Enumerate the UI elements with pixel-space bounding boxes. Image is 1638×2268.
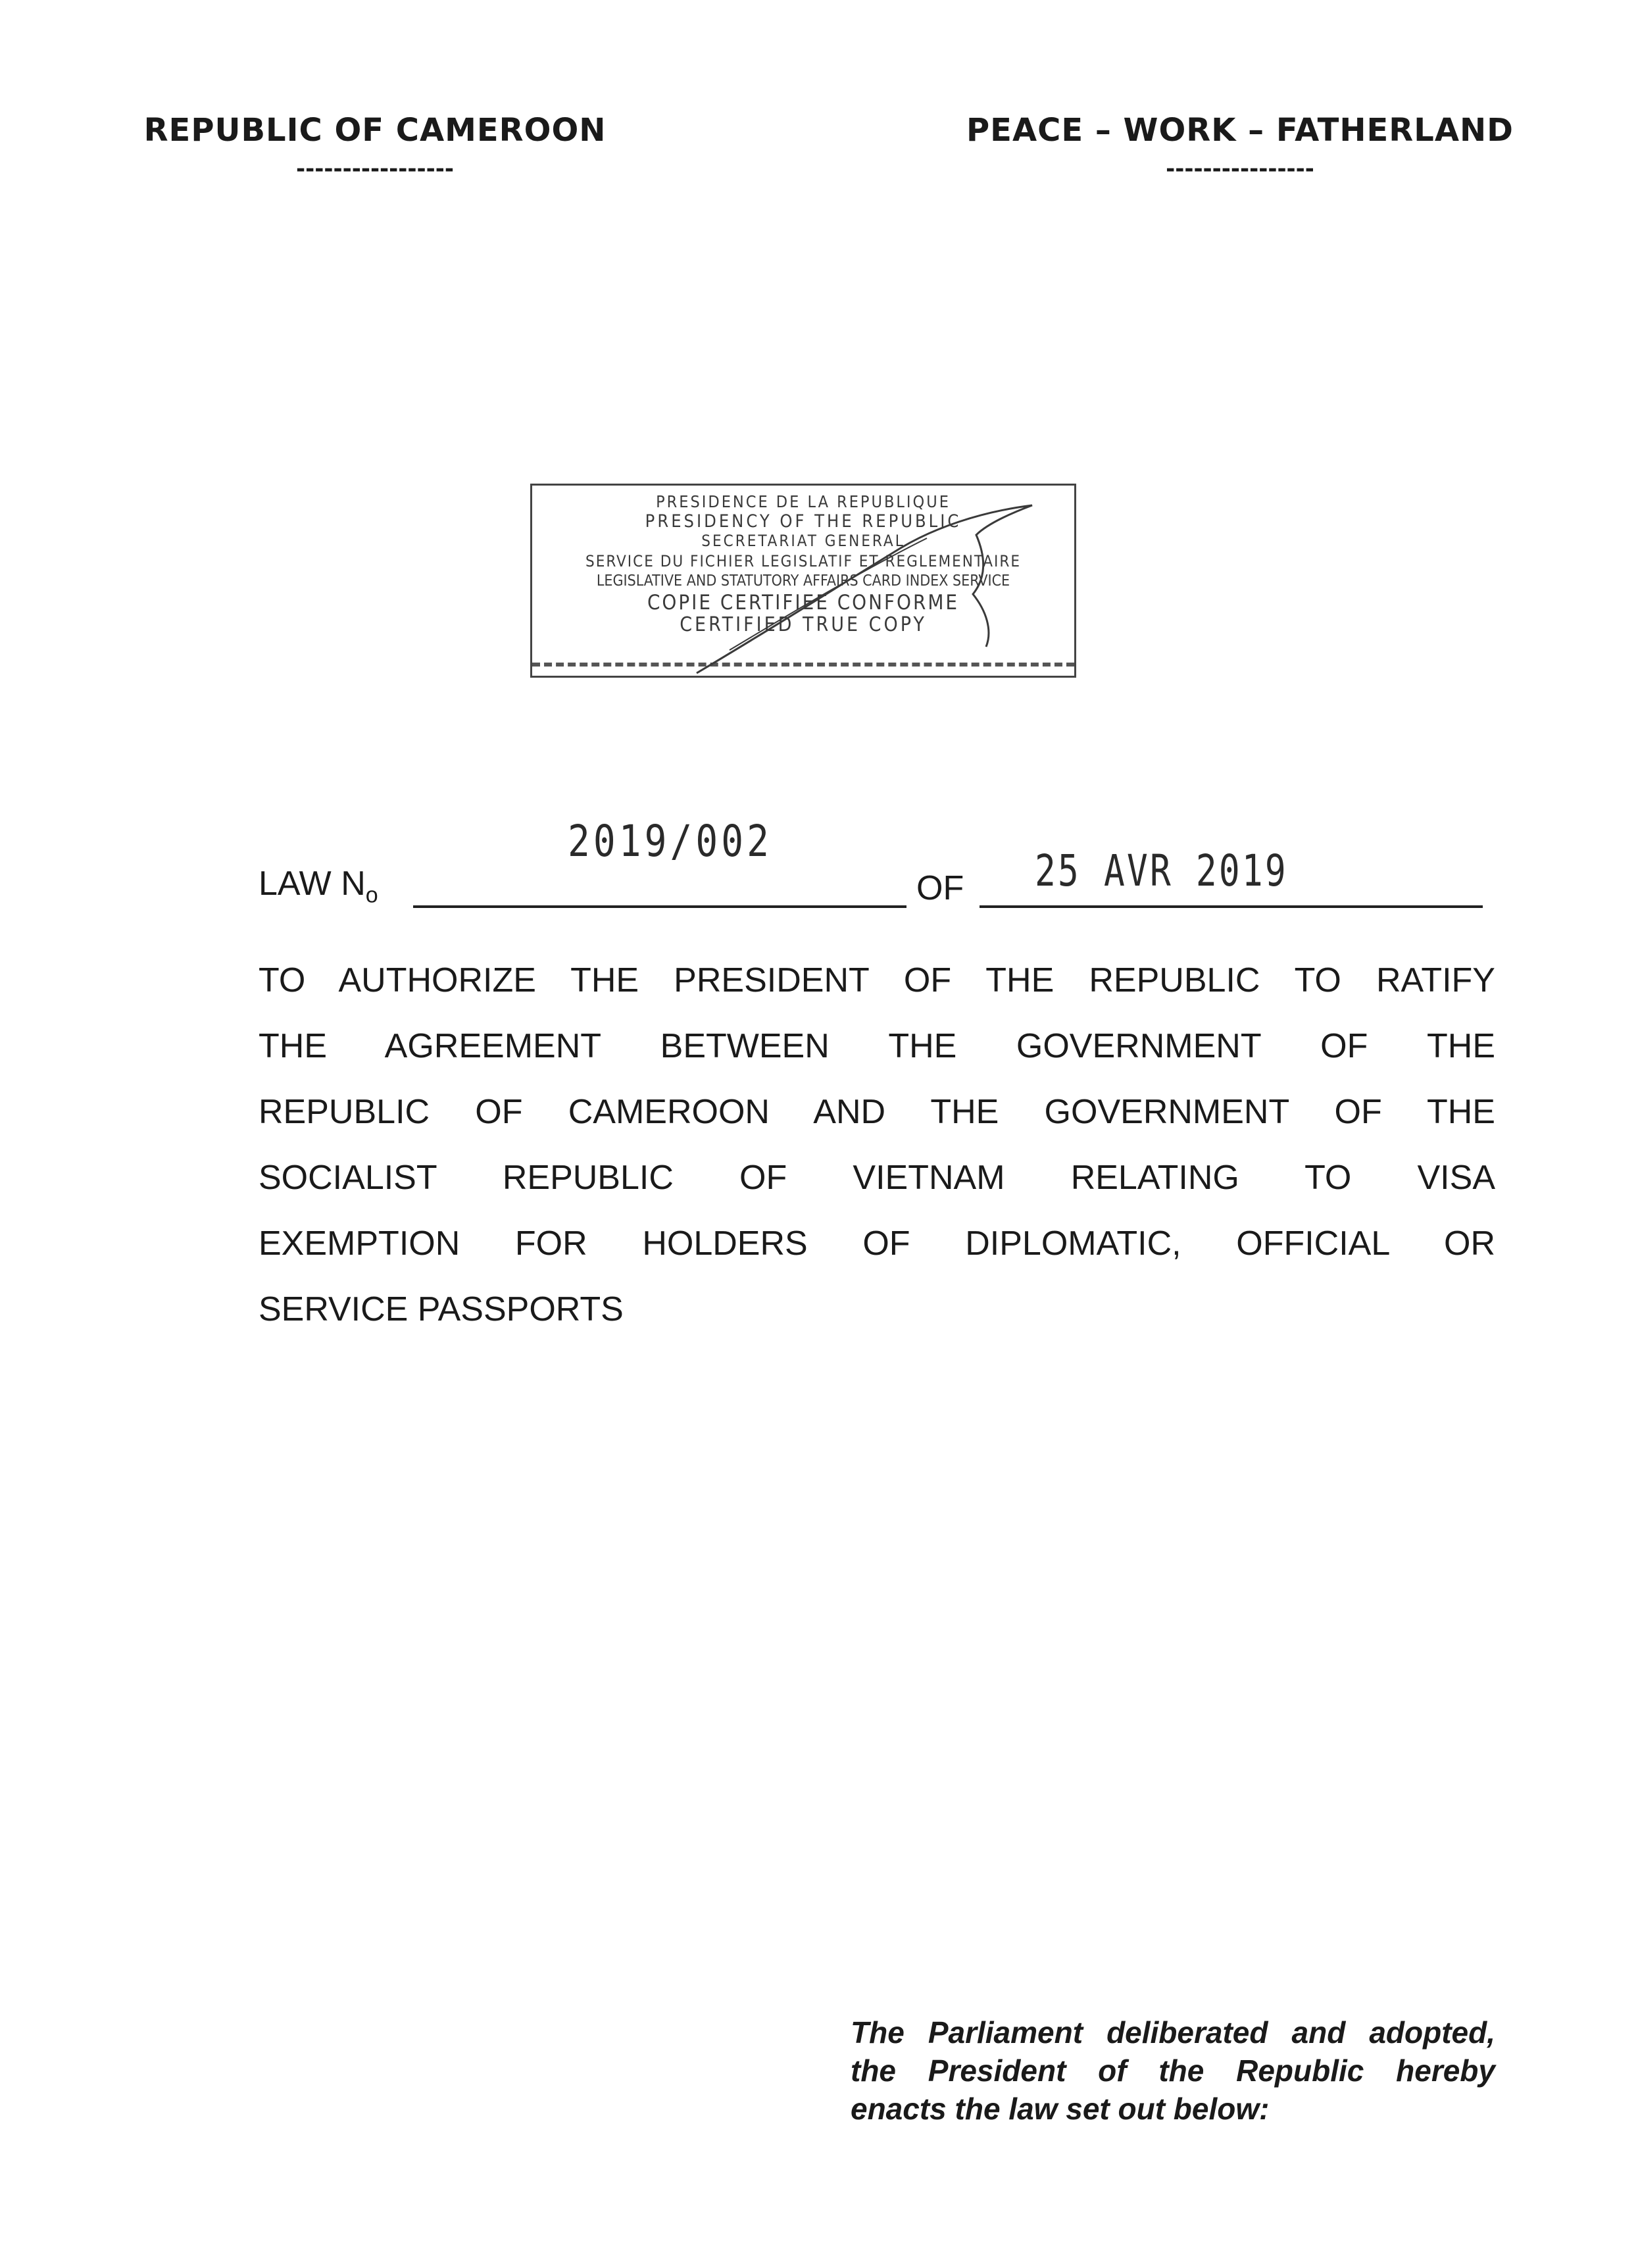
law-date-label: OF (916, 869, 964, 907)
certified-copy-stamp (530, 484, 1076, 678)
enacting-formula-line: enacts the law set out below: (851, 2092, 1270, 2126)
header-motto-rule: ---------------- (1166, 158, 1314, 180)
law-date-value: 25 AVR 2019 (1035, 845, 1288, 896)
signature-icon (532, 486, 1078, 680)
header-republic (135, 112, 615, 180)
enacting-formula (851, 2013, 1495, 2128)
enacting-formula-line: the President of the Republic hereby (851, 2054, 1495, 2088)
stamp-line: PRESIDENCE DE LA REPUBLIQUE (656, 492, 951, 511)
enacting-formula-line: The Parliament deliberated and adopted, (851, 2015, 1495, 2050)
law-number-label: LAW $N_o$ (259, 864, 378, 907)
stamp-line: SERVICE DU FICHIER LEGISLATIF ET REGLEMENTAIRE (585, 552, 1021, 570)
law-number-line (259, 816, 1482, 915)
header-republic-title: REPUBLIC OF CAMEROON (143, 112, 607, 149)
stamp-line: LEGISLATIVE AND STATUTORY AFFAIRS CARD INDEX SERVICE (596, 572, 1010, 590)
law-title-line: EXEMPTION FOR HOLDERS OF DIPLOMATIC, OFFICIAL OR (259, 1224, 1495, 1263)
stamp-line: CERTIFIED TRUE COPY (680, 613, 927, 636)
stamp-line: SECRETARIAT GENERAL (701, 532, 905, 550)
law-title-line: TO AUTHORIZE THE PRESIDENT OF THE REPUBLIC TO RATIFY (259, 961, 1495, 999)
law-title-line: THE AGREEMENT BETWEEN THE GOVERNMENT OF THE (259, 1027, 1495, 1065)
law-date-blank (980, 903, 1483, 908)
header-republic-rule: ----------------- (296, 158, 454, 180)
stamp-line: COPIE CERTIFIEE CONFORME (647, 591, 960, 615)
stamp-line: PRESIDENCY OF THE REPUBLIC (645, 511, 962, 532)
law-number-blank (413, 903, 906, 908)
law-title-line: SOCIALIST REPUBLIC OF VIETNAM RELATING TO VISA (259, 1159, 1495, 1197)
law-title-line: SERVICE PASSPORTS (259, 1290, 624, 1328)
law-number-value: 2019/002 (568, 816, 773, 867)
law-title (259, 947, 1495, 1342)
law-title-line: REPUBLIC OF CAMEROON AND THE GOVERNMENT OF THE (259, 1093, 1495, 1131)
header-motto (951, 112, 1529, 180)
header-motto-title: PEACE – WORK – FATHERLAND (966, 112, 1514, 149)
